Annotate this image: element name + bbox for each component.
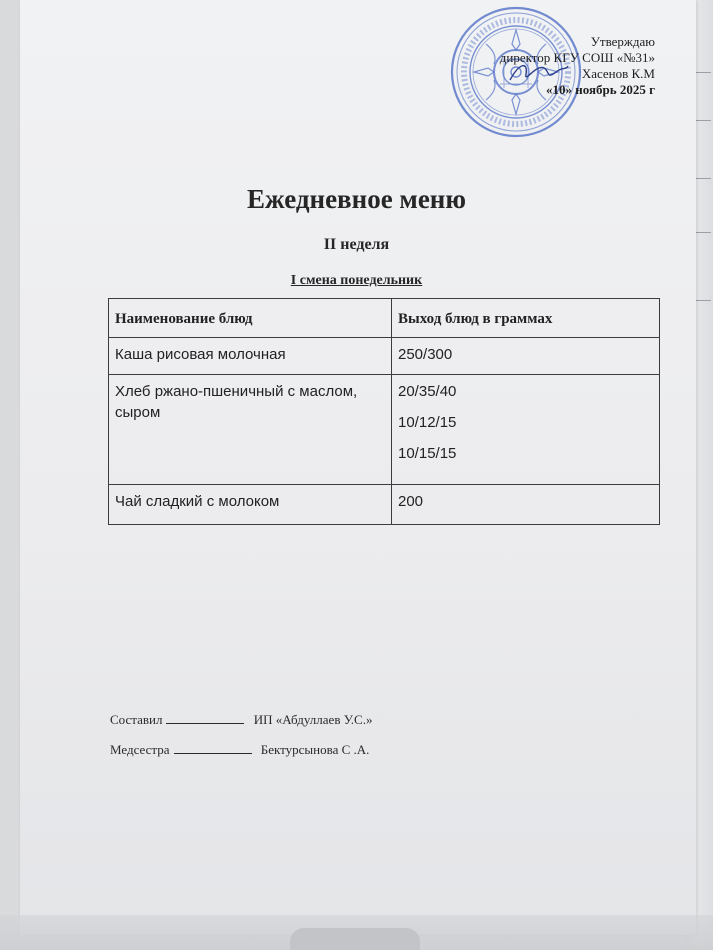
menu-table xyxy=(108,298,660,525)
amount-value: 200 xyxy=(398,493,424,510)
approval-heading: Утверждаю xyxy=(590,34,655,49)
compiled-label: Составил xyxy=(110,712,163,727)
nurse-label: Медсестра xyxy=(110,742,170,757)
page-title: Ежедневное меню xyxy=(247,184,466,214)
week-label: II неделя xyxy=(323,236,390,253)
approval-position: директор КГУ СОШ «№31» xyxy=(499,50,655,65)
nurse-line xyxy=(110,742,369,758)
amount-value: 250/300 xyxy=(398,346,453,363)
amount-value: 10/15/15 xyxy=(398,445,457,462)
approval-block xyxy=(500,34,655,98)
table-row xyxy=(109,485,660,525)
amount-cell xyxy=(392,338,660,375)
amount-value: 20/35/40 xyxy=(398,383,457,400)
signature-line xyxy=(166,713,244,724)
dish-cell: Чай сладкий с молоком xyxy=(109,485,392,525)
table-row xyxy=(109,338,660,375)
nurse-name: Бектурсынова С .А. xyxy=(260,742,370,757)
table-row xyxy=(109,375,660,485)
table-header-row xyxy=(109,299,660,338)
sleeve-tab xyxy=(290,928,420,950)
approval-date: «10» ноябрь 2025 г xyxy=(545,82,655,97)
dish-cell: Хлеб ржано-пшеничный с маслом, сыром xyxy=(109,375,392,485)
column-header-dish: Наименование блюд xyxy=(109,299,392,338)
approval-name: Хасенов К.М xyxy=(581,66,655,81)
amount-value: 10/12/15 xyxy=(398,414,457,431)
compiled-by-line xyxy=(110,712,372,728)
amount-cell xyxy=(392,375,660,485)
dish-cell: Каша рисовая молочная xyxy=(109,338,392,375)
shift-label: I смена понедельник xyxy=(290,273,423,288)
signature-line xyxy=(174,743,252,754)
column-header-amount: Выход блюд в граммах xyxy=(392,299,660,338)
amount-cell xyxy=(392,485,660,525)
compiled-name: ИП «Абдуллаев У.С.» xyxy=(253,712,373,727)
